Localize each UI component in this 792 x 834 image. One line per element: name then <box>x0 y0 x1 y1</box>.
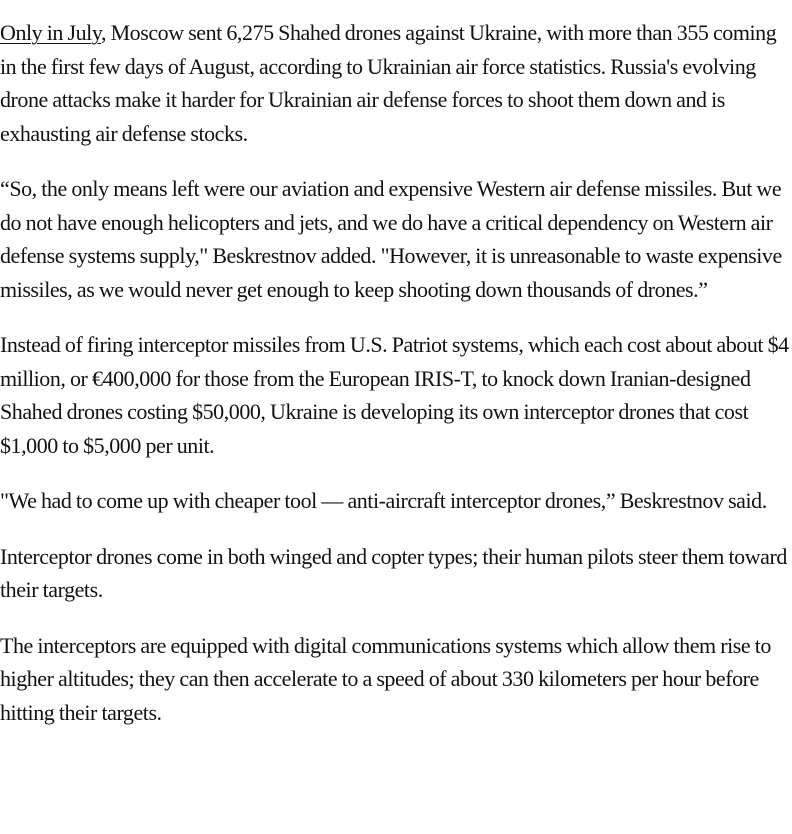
paragraph-3: Instead of firing interceptor missiles from U.S. Patriot systems, which each cost about about $4 million, or €400,000 for those from the European IRIS-T, to knock down Iranian-designed Shahed drones costing $50,000, Ukraine is developing its own interceptor drones that cost $1,000 to $5,000 per unit. <box>0 332 789 458</box>
paragraph-5: Interceptor drones come in both winged and copter types; their human pilots steer them toward their targets. <box>0 543 787 602</box>
only-in-july-link[interactable]: Only in July <box>0 20 101 45</box>
paragraph-4: "We had to come up with cheaper tool — anti-aircraft interceptor drones,” Beskrestnov said. <box>0 488 767 513</box>
paragraph-1 <box>0 16 790 150</box>
paragraph-6: The interceptors are equipped with digital communications systems which allow them rise to higher altitudes; they can then accelerate to a speed of about 330 kilometers per hour before hitting their targets. <box>0 632 771 725</box>
paragraph-1-text: , Moscow sent 6,275 Shahed drones against Ukraine, with more than 355 coming in the first few days of August, according to Ukrainian air force statistics. Russia's evolving drone attacks make it harder for Ukrainian air defense forces to shoot them down and is exhausting air defense stocks. <box>0 20 777 146</box>
article-body <box>0 16 790 751</box>
paragraph-2: “So, the only means left were our aviation and expensive Western air defense missiles. But we do not have enough helicopters and jets, and we do have a critical dependency on Western air defense systems supply," Beskrestnov added. "However, it is unreasonable to waste expensive missiles, as we would never get enough to keep shooting down thousands of drones.” <box>0 176 782 302</box>
